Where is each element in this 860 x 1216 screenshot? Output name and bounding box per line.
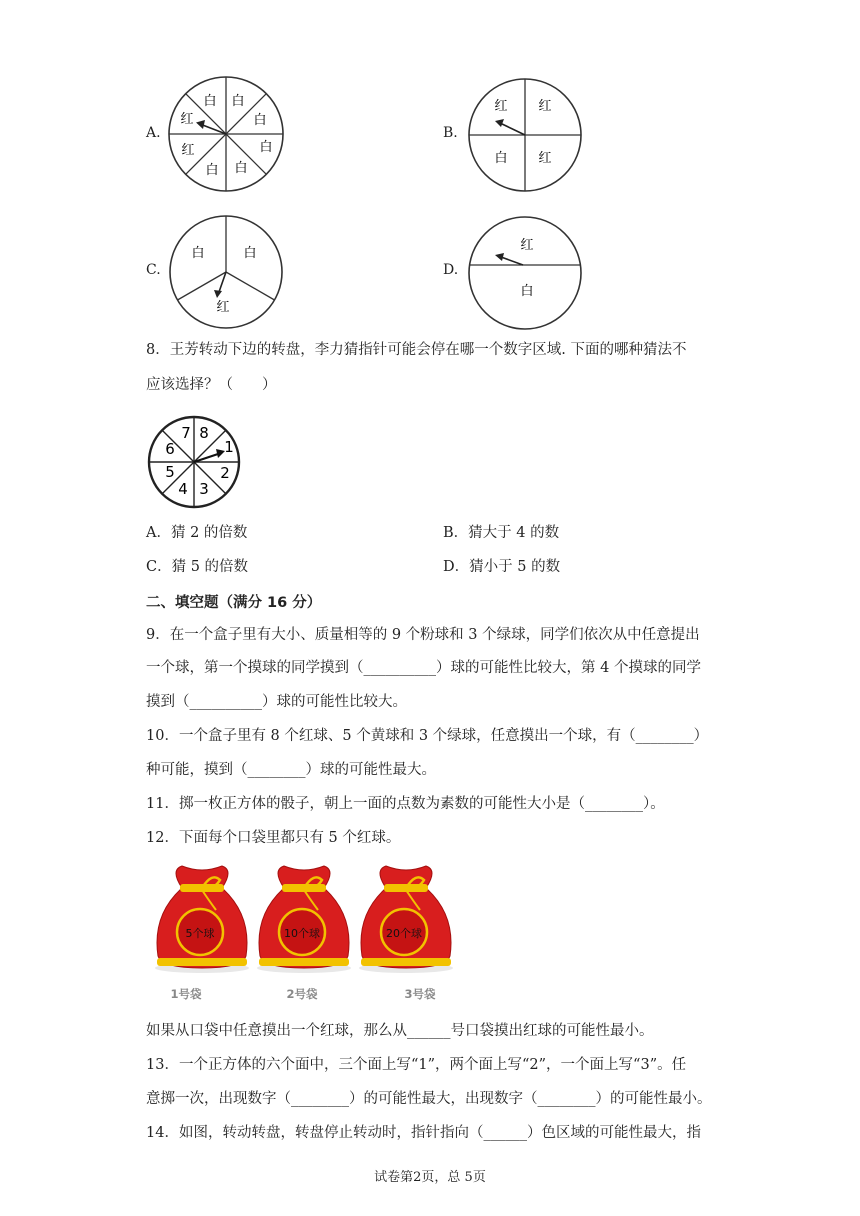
option-b-label: B.: [443, 125, 458, 141]
q14-line-1: 14．如图，转动转盘，转盘停止转动时，指针指向（______）色区域的可能性最大，指: [146, 1125, 701, 1141]
spinner-c-sector: 白: [191, 246, 205, 261]
spinner-a-sector: 红: [181, 143, 195, 158]
spinner-c-sector: 红: [216, 300, 230, 315]
option-c-label: C.: [146, 262, 161, 278]
spinner-d-image: [465, 213, 585, 333]
spinner-c-sector: 白: [243, 246, 257, 261]
bag-1-count: 5个球: [185, 927, 215, 940]
q8-option-a: A．猜 2 的倍数: [146, 525, 248, 541]
spinner-number: 5: [165, 463, 175, 481]
spinner-b-image: [465, 75, 585, 195]
section-heading: 二、填空题（满分 16 分）: [146, 595, 322, 611]
q11-line-1: 11．掷一枚正方体的骰子，朝上一面的点数为素数的可能性大小是（________）。: [146, 796, 665, 812]
page-footer: 试卷第2页，总 5页: [374, 1170, 486, 1185]
spinner-a-sector: 白: [253, 113, 267, 128]
spinner-number: 7: [181, 424, 191, 442]
option-a-label: A.: [146, 125, 161, 141]
bag-1-label: 1号袋: [170, 987, 202, 1001]
spinner-number: 3: [199, 480, 209, 498]
spinner-number: 1: [224, 438, 234, 456]
spinner-number: 8: [199, 424, 209, 442]
q8-line-2: 应该选择？（ ）: [146, 377, 277, 393]
bag-3-count: 20个球: [386, 927, 422, 940]
bag-2-count: 10个球: [284, 927, 320, 940]
q9-line-1: 9．在一个盒子里有大小、质量相等的 9 个粉球和 3 个绿球，同学们依次从中任意提出: [146, 627, 700, 643]
bag-3-label: 3号袋: [404, 987, 436, 1001]
number-spinner-image: [146, 414, 242, 510]
spinner-a-sector: 白: [205, 163, 219, 178]
spinner-number: 6: [165, 440, 175, 458]
q13-line-2: 意掷一次，出现数字（________）的可能性最大，出现数字（________）的可能性最小。: [146, 1091, 712, 1107]
q10-line-1: 10．一个盒子里有 8 个红球、5 个黄球和 3 个绿球，任意摸出一个球，有（________）: [146, 728, 709, 744]
q13-line-1: 13．一个正方体的六个面中，三个面上写“1”，两个面上写“2”，一个面上写“3”。任: [146, 1057, 687, 1073]
spinner-b-sector: 红: [538, 99, 552, 114]
spinner-a-sector: 白: [259, 140, 273, 155]
spinner-a-sector: 白: [234, 161, 248, 176]
bag-2-label: 2号袋: [286, 987, 318, 1001]
spinner-b-sector: 红: [538, 151, 552, 166]
bags-image: [150, 860, 460, 1005]
q12-line-1: 12．下面每个口袋里都只有 5 个红球。: [146, 830, 401, 846]
spinner-c-image: [166, 212, 286, 332]
q8-option-d: D．猜小于 5 的数: [443, 559, 561, 575]
spinner-number: 2: [220, 464, 230, 482]
spinner-a-image: [166, 74, 286, 194]
q10-line-2: 种可能，摸到（________）球的可能性最大。: [146, 762, 436, 778]
q9-line-3: 摸到（__________）球的可能性比较大。: [146, 694, 407, 710]
spinner-b-sector: 红: [494, 99, 508, 114]
spinner-a-sector: 白: [203, 94, 217, 109]
q8-line-1: 8．王芳转动下边的转盘，李力猜指针可能会停在哪一个数字区域. 下面的哪种猜法不: [146, 342, 687, 358]
spinner-d-sector: 白: [520, 284, 534, 299]
option-d-label: D.: [443, 262, 459, 278]
q12-line-2: 如果从口袋中任意摸出一个红球，那么从______号口袋摸出红球的可能性最小。: [146, 1023, 654, 1039]
q9-line-2: 一个球，第一个摸球的同学摸到（__________）球的可能性比较大，第 4 个摸球的同学: [146, 660, 701, 676]
q8-option-b: B．猜大于 4 的数: [443, 525, 560, 541]
spinner-b-sector: 白: [494, 151, 508, 166]
spinner-number: 4: [178, 480, 188, 498]
spinner-a-sector: 白: [231, 94, 245, 109]
spinner-d-sector: 红: [520, 238, 534, 253]
q8-option-c: C．猜 5 的倍数: [146, 559, 249, 575]
spinner-a-sector: 红: [180, 112, 194, 127]
